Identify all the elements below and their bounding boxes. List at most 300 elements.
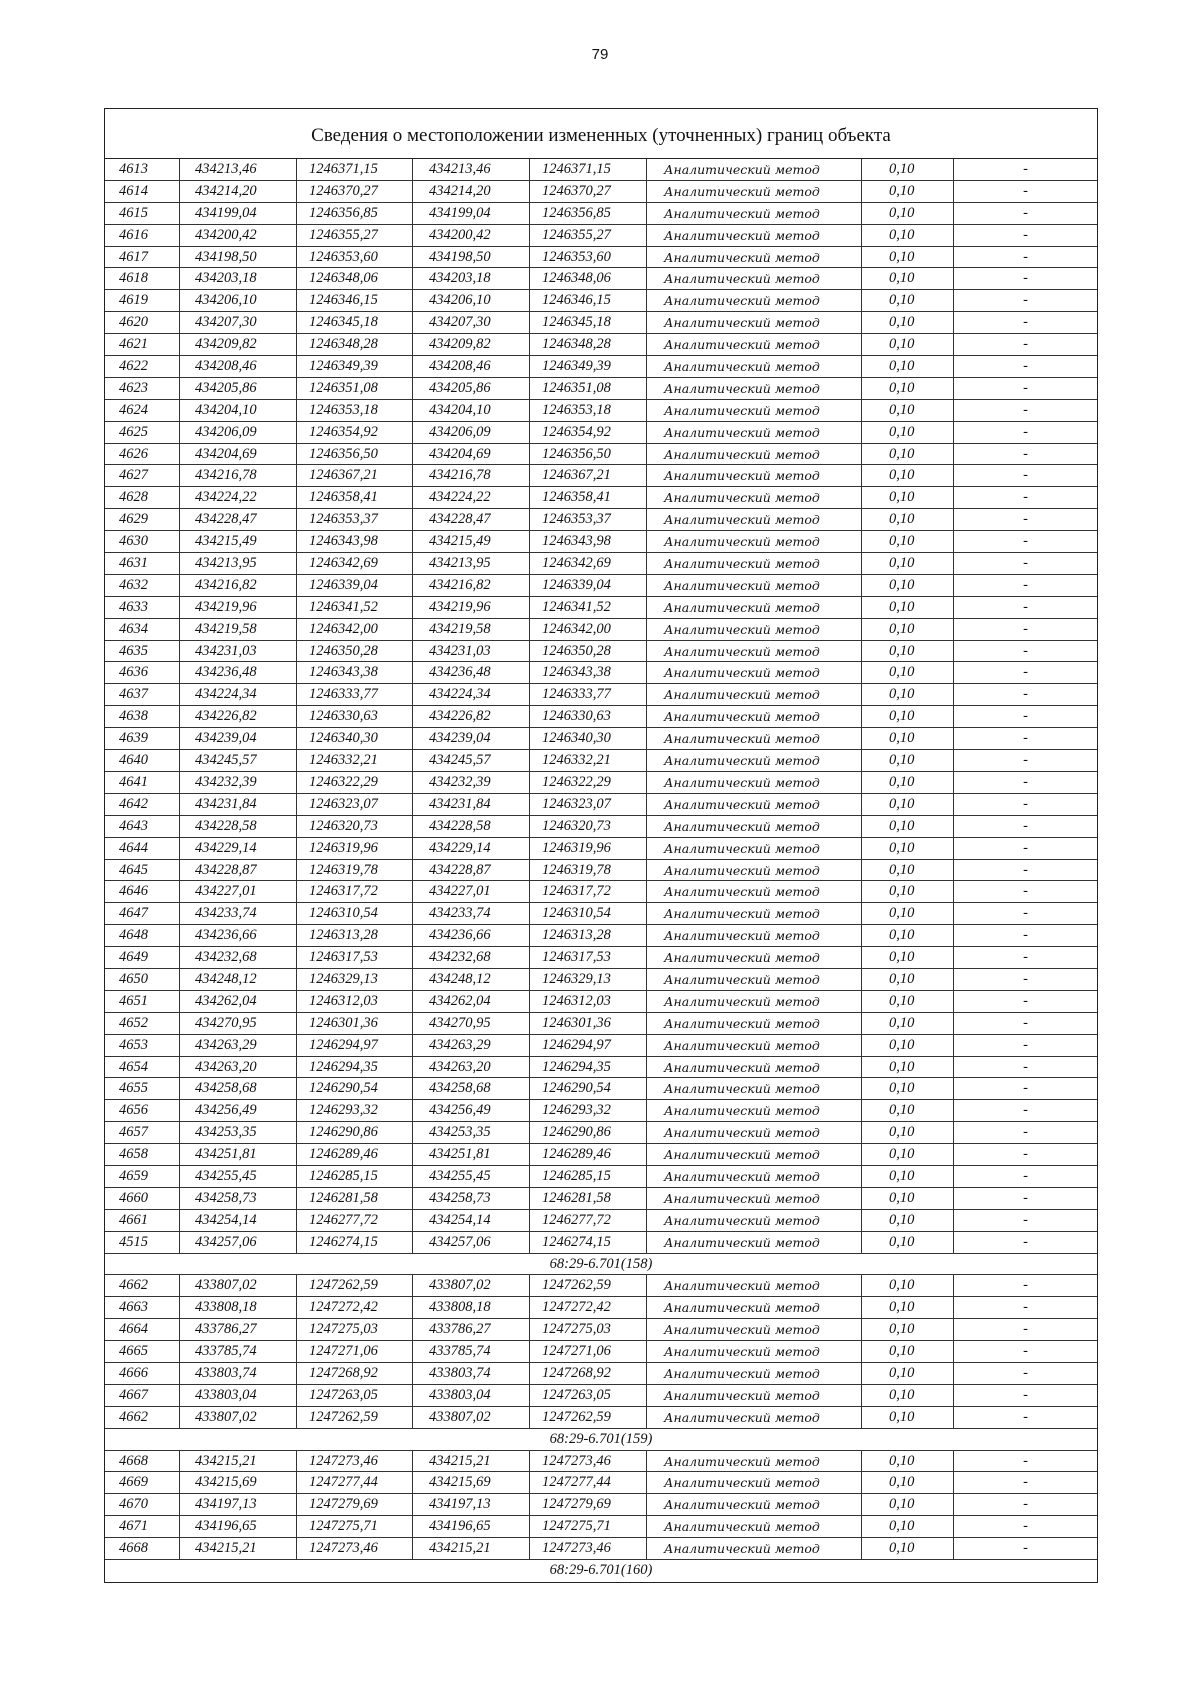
point-number-cell: 4627 <box>105 465 180 486</box>
x-old-cell: 434254,14 <box>180 1210 297 1231</box>
accuracy-cell: 0,10 <box>862 860 954 881</box>
y-old-cell: 1246348,28 <box>297 334 413 355</box>
x-new-cell: 434204,69 <box>413 444 530 465</box>
x-old-cell: 434257,06 <box>180 1232 297 1253</box>
method-cell: Аналитический метод <box>647 225 862 246</box>
y-old-cell: 1247275,71 <box>297 1516 413 1537</box>
x-new-cell: 434236,48 <box>413 662 530 683</box>
table-row <box>105 509 1097 531</box>
accuracy-cell: 0,10 <box>862 1516 954 1537</box>
y-new-cell: 1246320,73 <box>530 816 647 837</box>
y-new-cell: 1247262,59 <box>530 1407 647 1428</box>
note-cell: - <box>1023 1299 1028 1316</box>
y-new-cell: 1246285,15 <box>530 1166 647 1187</box>
point-number-cell: 4620 <box>105 312 180 333</box>
point-number-cell: 4637 <box>105 684 180 705</box>
method-cell: Аналитический метод <box>647 925 862 946</box>
x-new-cell: 434228,87 <box>413 860 530 881</box>
x-old-cell: 434228,47 <box>180 509 297 530</box>
x-old-cell: 434255,45 <box>180 1166 297 1187</box>
x-old-cell: 434270,95 <box>180 1013 297 1034</box>
x-old-cell: 434245,57 <box>180 750 297 771</box>
method-cell: Аналитический метод <box>647 1494 862 1515</box>
y-new-cell: 1246322,29 <box>530 772 647 793</box>
point-number-cell: 4625 <box>105 422 180 443</box>
y-old-cell: 1246346,15 <box>297 290 413 311</box>
accuracy-cell: 0,10 <box>862 597 954 618</box>
y-new-cell: 1246319,96 <box>530 838 647 859</box>
method-cell: Аналитический метод <box>647 465 862 486</box>
x-old-cell: 434196,65 <box>180 1516 297 1537</box>
x-new-cell: 434215,21 <box>413 1538 530 1559</box>
accuracy-cell: 0,10 <box>862 947 954 968</box>
accuracy-cell: 0,10 <box>862 378 954 399</box>
table-row <box>105 1341 1097 1363</box>
y-new-cell: 1246317,53 <box>530 947 647 968</box>
y-new-cell: 1247273,46 <box>530 1538 647 1559</box>
y-old-cell: 1246367,21 <box>297 465 413 486</box>
method-cell: Аналитический метод <box>647 772 862 793</box>
point-number-cell: 4639 <box>105 728 180 749</box>
y-old-cell: 1246341,52 <box>297 597 413 618</box>
note-cell: - <box>1023 1277 1028 1294</box>
note-cell: - <box>1023 1102 1028 1119</box>
note-cell: - <box>1023 248 1028 265</box>
y-old-cell: 1246342,00 <box>297 619 413 640</box>
y-new-cell: 1246356,50 <box>530 444 647 465</box>
note-cell: - <box>1023 664 1028 681</box>
y-old-cell: 1246342,69 <box>297 553 413 574</box>
x-old-cell: 433808,18 <box>180 1297 297 1318</box>
method-cell: Аналитический метод <box>647 1035 862 1056</box>
y-old-cell: 1246290,86 <box>297 1122 413 1143</box>
note-cell: - <box>1023 752 1028 769</box>
method-cell: Аналитический метод <box>647 268 862 289</box>
y-old-cell: 1246274,15 <box>297 1232 413 1253</box>
table-row <box>105 268 1097 290</box>
method-cell: Аналитический метод <box>647 1319 862 1340</box>
y-old-cell: 1246339,04 <box>297 575 413 596</box>
accuracy-cell: 0,10 <box>862 159 954 180</box>
method-cell: Аналитический метод <box>647 487 862 508</box>
x-old-cell: 433786,27 <box>180 1319 297 1340</box>
point-number-cell: 4638 <box>105 706 180 727</box>
method-cell: Аналитический метод <box>647 1144 862 1165</box>
point-number-cell: 4635 <box>105 641 180 662</box>
table-row <box>105 487 1097 509</box>
accuracy-cell: 0,10 <box>862 444 954 465</box>
note-cell: - <box>1023 905 1028 922</box>
point-number-cell: 4667 <box>105 1385 180 1406</box>
x-old-cell: 434236,66 <box>180 925 297 946</box>
table-row <box>105 203 1097 225</box>
table-row <box>105 1494 1097 1516</box>
accuracy-cell: 0,10 <box>862 750 954 771</box>
y-old-cell: 1246370,27 <box>297 181 413 202</box>
y-new-cell: 1247273,46 <box>530 1451 647 1472</box>
table-row <box>105 1035 1097 1057</box>
x-new-cell: 434233,74 <box>413 903 530 924</box>
x-new-cell: 434256,49 <box>413 1100 530 1121</box>
point-number-cell: 4652 <box>105 1013 180 1034</box>
x-new-cell: 434258,68 <box>413 1078 530 1099</box>
note-cell: - <box>1023 379 1028 396</box>
y-new-cell: 1246370,27 <box>530 181 647 202</box>
method-cell: Аналитический метод <box>647 1100 862 1121</box>
x-old-cell: 434263,20 <box>180 1057 297 1078</box>
accuracy-cell: 0,10 <box>862 1210 954 1231</box>
note-cell: - <box>1023 336 1028 353</box>
accuracy-cell: 0,10 <box>862 290 954 311</box>
method-cell: Аналитический метод <box>647 1538 862 1559</box>
y-new-cell: 1246341,52 <box>530 597 647 618</box>
method-cell: Аналитический метод <box>647 290 862 311</box>
note-cell: - <box>1023 314 1028 331</box>
point-number-cell: 4662 <box>105 1407 180 1428</box>
y-old-cell: 1247268,92 <box>297 1363 413 1384</box>
x-new-cell: 434251,81 <box>413 1144 530 1165</box>
y-new-cell: 1246332,21 <box>530 750 647 771</box>
point-number-cell: 4616 <box>105 225 180 246</box>
y-new-cell: 1246290,86 <box>530 1122 647 1143</box>
x-old-cell: 434258,68 <box>180 1078 297 1099</box>
method-cell: Аналитический метод <box>647 1275 862 1296</box>
note-cell: - <box>1023 1058 1028 1075</box>
table-row <box>105 1122 1097 1144</box>
note-cell: - <box>1023 686 1028 703</box>
y-new-cell: 1246310,54 <box>530 903 647 924</box>
accuracy-cell: 0,10 <box>862 816 954 837</box>
table-row <box>105 728 1097 750</box>
accuracy-cell: 0,10 <box>862 1385 954 1406</box>
y-old-cell: 1246294,35 <box>297 1057 413 1078</box>
method-cell: Аналитический метод <box>647 1210 862 1231</box>
x-new-cell: 434224,22 <box>413 487 530 508</box>
point-number-cell: 4665 <box>105 1341 180 1362</box>
x-old-cell: 434216,82 <box>180 575 297 596</box>
x-new-cell: 434208,46 <box>413 356 530 377</box>
point-number-cell: 4661 <box>105 1210 180 1231</box>
table-row <box>105 838 1097 860</box>
y-old-cell: 1246301,36 <box>297 1013 413 1034</box>
point-number-cell: 4618 <box>105 268 180 289</box>
note-cell: - <box>1023 708 1028 725</box>
method-cell: Аналитический метод <box>647 444 862 465</box>
x-old-cell: 434253,35 <box>180 1122 297 1143</box>
note-cell: - <box>1023 970 1028 987</box>
y-old-cell: 1247273,46 <box>297 1451 413 1472</box>
accuracy-cell: 0,10 <box>862 1188 954 1209</box>
note-cell: - <box>1023 1496 1028 1513</box>
table-row <box>105 378 1097 400</box>
y-new-cell: 1246333,77 <box>530 684 647 705</box>
x-new-cell: 434199,04 <box>413 203 530 224</box>
method-cell: Аналитический метод <box>647 312 862 333</box>
point-number-cell: 4613 <box>105 159 180 180</box>
method-cell: Аналитический метод <box>647 378 862 399</box>
note-cell: - <box>1023 949 1028 966</box>
method-cell: Аналитический метод <box>647 531 862 552</box>
method-cell: Аналитический метод <box>647 509 862 530</box>
accuracy-cell: 0,10 <box>862 553 954 574</box>
y-old-cell: 1246312,03 <box>297 991 413 1012</box>
accuracy-cell: 0,10 <box>862 1057 954 1078</box>
y-old-cell: 1246355,27 <box>297 225 413 246</box>
method-cell: Аналитический метод <box>647 662 862 683</box>
accuracy-cell: 0,10 <box>862 641 954 662</box>
method-cell: Аналитический метод <box>647 860 862 881</box>
accuracy-cell: 0,10 <box>862 1407 954 1428</box>
x-old-cell: 434251,81 <box>180 1144 297 1165</box>
note-cell: - <box>1023 773 1028 790</box>
x-old-cell: 434199,04 <box>180 203 297 224</box>
x-new-cell: 434216,82 <box>413 575 530 596</box>
point-number-cell: 4621 <box>105 334 180 355</box>
y-old-cell: 1247273,46 <box>297 1538 413 1559</box>
accuracy-cell: 0,10 <box>862 881 954 902</box>
note-cell: - <box>1023 861 1028 878</box>
table-row <box>105 947 1097 969</box>
y-old-cell: 1247277,44 <box>297 1472 413 1493</box>
note-cell: - <box>1023 1540 1028 1557</box>
table-row <box>105 422 1097 444</box>
y-new-cell: 1246350,28 <box>530 641 647 662</box>
note-cell: - <box>1023 1452 1028 1469</box>
y-old-cell: 1246353,37 <box>297 509 413 530</box>
point-number-cell: 4617 <box>105 247 180 268</box>
point-number-cell: 4632 <box>105 575 180 596</box>
x-new-cell: 434263,29 <box>413 1035 530 1056</box>
point-number-cell: 4657 <box>105 1122 180 1143</box>
x-new-cell: 434224,34 <box>413 684 530 705</box>
table-row <box>105 1166 1097 1188</box>
point-number-cell: 4664 <box>105 1319 180 1340</box>
point-number-cell: 4614 <box>105 181 180 202</box>
method-cell: Аналитический метод <box>647 159 862 180</box>
y-new-cell: 1246313,28 <box>530 925 647 946</box>
method-cell: Аналитический метод <box>647 903 862 924</box>
accuracy-cell: 0,10 <box>862 247 954 268</box>
accuracy-cell: 0,10 <box>862 1538 954 1559</box>
y-new-cell: 1246290,54 <box>530 1078 647 1099</box>
point-number-cell: 4622 <box>105 356 180 377</box>
method-cell: Аналитический метод <box>647 881 862 902</box>
table-row <box>105 925 1097 947</box>
x-new-cell: 434258,73 <box>413 1188 530 1209</box>
x-new-cell: 434215,21 <box>413 1451 530 1472</box>
table-row <box>105 290 1097 312</box>
point-number-cell: 4515 <box>105 1232 180 1253</box>
method-cell: Аналитический метод <box>647 816 862 837</box>
y-old-cell: 1246333,77 <box>297 684 413 705</box>
y-new-cell: 1247277,44 <box>530 1472 647 1493</box>
x-old-cell: 434224,22 <box>180 487 297 508</box>
y-old-cell: 1246281,58 <box>297 1188 413 1209</box>
method-cell: Аналитический метод <box>647 706 862 727</box>
point-number-cell: 4648 <box>105 925 180 946</box>
accuracy-cell: 0,10 <box>862 1275 954 1296</box>
y-old-cell: 1246354,92 <box>297 422 413 443</box>
y-new-cell: 1246301,36 <box>530 1013 647 1034</box>
x-new-cell: 434239,04 <box>413 728 530 749</box>
table-title: Сведения о местоположении измененных (уточненных) границ объекта <box>105 109 1097 159</box>
y-old-cell: 1246293,32 <box>297 1100 413 1121</box>
point-number-cell: 4660 <box>105 1188 180 1209</box>
note-cell: - <box>1023 817 1028 834</box>
point-number-cell: 4671 <box>105 1516 180 1537</box>
x-new-cell: 434205,86 <box>413 378 530 399</box>
y-new-cell: 1246329,13 <box>530 969 647 990</box>
y-new-cell: 1246371,15 <box>530 159 647 180</box>
x-old-cell: 434228,58 <box>180 816 297 837</box>
x-old-cell: 434236,48 <box>180 662 297 683</box>
y-old-cell: 1247262,59 <box>297 1407 413 1428</box>
y-old-cell: 1246330,63 <box>297 706 413 727</box>
point-number-cell: 4651 <box>105 991 180 1012</box>
table-row <box>105 1188 1097 1210</box>
y-old-cell: 1247263,05 <box>297 1385 413 1406</box>
note-cell: - <box>1023 161 1028 177</box>
x-old-cell: 434215,21 <box>180 1451 297 1472</box>
accuracy-cell: 0,10 <box>862 203 954 224</box>
table-row <box>105 1363 1097 1385</box>
x-old-cell: 433807,02 <box>180 1275 297 1296</box>
note-cell: - <box>1023 1189 1028 1206</box>
x-old-cell: 434198,50 <box>180 247 297 268</box>
note-cell: - <box>1023 620 1028 637</box>
y-new-cell: 1247272,42 <box>530 1297 647 1318</box>
point-number-cell: 4645 <box>105 860 180 881</box>
y-new-cell: 1246356,85 <box>530 203 647 224</box>
x-old-cell: 434263,29 <box>180 1035 297 1056</box>
method-cell: Аналитический метод <box>647 1451 862 1472</box>
y-new-cell: 1246349,39 <box>530 356 647 377</box>
accuracy-cell: 0,10 <box>862 1494 954 1515</box>
y-old-cell: 1246348,06 <box>297 268 413 289</box>
y-old-cell: 1246350,28 <box>297 641 413 662</box>
x-old-cell: 434228,87 <box>180 860 297 881</box>
note-cell: - <box>1023 445 1028 462</box>
x-old-cell: 434258,73 <box>180 1188 297 1209</box>
note-cell: - <box>1023 511 1028 528</box>
point-number-cell: 4647 <box>105 903 180 924</box>
y-new-cell: 1246289,46 <box>530 1144 647 1165</box>
accuracy-cell: 0,10 <box>862 706 954 727</box>
point-number-cell: 4656 <box>105 1100 180 1121</box>
note-cell: - <box>1023 555 1028 572</box>
y-new-cell: 1247262,59 <box>530 1275 647 1296</box>
table-row <box>105 553 1097 575</box>
method-cell: Аналитический метод <box>647 838 862 859</box>
x-new-cell: 434206,09 <box>413 422 530 443</box>
x-old-cell: 433803,04 <box>180 1385 297 1406</box>
note-cell: - <box>1023 598 1028 615</box>
x-new-cell: 434232,68 <box>413 947 530 968</box>
method-cell: Аналитический метод <box>647 356 862 377</box>
method-cell: Аналитический метод <box>647 750 862 771</box>
x-old-cell: 434204,10 <box>180 400 297 421</box>
y-new-cell: 1246346,15 <box>530 290 647 311</box>
y-old-cell: 1247275,03 <box>297 1319 413 1340</box>
method-cell: Аналитический метод <box>647 619 862 640</box>
x-old-cell: 434215,21 <box>180 1538 297 1559</box>
x-old-cell: 434205,86 <box>180 378 297 399</box>
point-number-cell: 4670 <box>105 1494 180 1515</box>
note-cell: - <box>1023 292 1028 309</box>
note-cell: - <box>1023 1233 1028 1250</box>
y-new-cell: 1246340,30 <box>530 728 647 749</box>
method-cell: Аналитический метод <box>647 181 862 202</box>
x-old-cell: 434262,04 <box>180 991 297 1012</box>
page-number: 79 <box>591 46 609 63</box>
x-old-cell: 434204,69 <box>180 444 297 465</box>
note-cell: - <box>1023 1036 1028 1053</box>
x-new-cell: 434257,06 <box>413 1232 530 1253</box>
accuracy-cell: 0,10 <box>862 1232 954 1253</box>
table-row <box>105 159 1097 181</box>
note-cell: - <box>1023 730 1028 747</box>
x-old-cell: 434208,46 <box>180 356 297 377</box>
accuracy-cell: 0,10 <box>862 312 954 333</box>
accuracy-cell: 0,10 <box>862 728 954 749</box>
x-new-cell: 434228,47 <box>413 509 530 530</box>
point-number-cell: 4655 <box>105 1078 180 1099</box>
note-cell: - <box>1023 358 1028 375</box>
x-old-cell: 434232,39 <box>180 772 297 793</box>
note-cell: - <box>1023 1321 1028 1338</box>
table-row <box>105 597 1097 619</box>
table-row <box>105 465 1097 487</box>
y-old-cell: 1246340,30 <box>297 728 413 749</box>
section-header-row: 68:29-6.701(159) <box>105 1429 1097 1451</box>
note-cell: - <box>1023 1474 1028 1491</box>
table-row <box>105 794 1097 816</box>
x-new-cell: 434197,13 <box>413 1494 530 1515</box>
y-old-cell: 1247279,69 <box>297 1494 413 1515</box>
table-row <box>105 334 1097 356</box>
y-old-cell: 1246332,21 <box>297 750 413 771</box>
note-cell: - <box>1023 1146 1028 1163</box>
accuracy-cell: 0,10 <box>862 1144 954 1165</box>
accuracy-cell: 0,10 <box>862 1035 954 1056</box>
point-number-cell: 4629 <box>105 509 180 530</box>
x-new-cell: 434229,14 <box>413 838 530 859</box>
y-old-cell: 1246317,53 <box>297 947 413 968</box>
y-new-cell: 1246348,06 <box>530 268 647 289</box>
method-cell: Аналитический метод <box>647 422 862 443</box>
y-old-cell: 1246371,15 <box>297 159 413 180</box>
method-cell: Аналитический метод <box>647 641 862 662</box>
method-cell: Аналитический метод <box>647 1297 862 1318</box>
accuracy-cell: 0,10 <box>862 925 954 946</box>
y-new-cell: 1247271,06 <box>530 1341 647 1362</box>
method-cell: Аналитический метод <box>647 684 862 705</box>
table-row <box>105 991 1097 1013</box>
accuracy-cell: 0,10 <box>862 903 954 924</box>
method-cell: Аналитический метод <box>647 728 862 749</box>
accuracy-cell: 0,10 <box>862 487 954 508</box>
method-cell: Аналитический метод <box>647 400 862 421</box>
table-row <box>105 575 1097 597</box>
y-new-cell: 1246367,21 <box>530 465 647 486</box>
note-cell: - <box>1023 1080 1028 1097</box>
x-new-cell: 434209,82 <box>413 334 530 355</box>
x-old-cell: 434227,01 <box>180 881 297 902</box>
x-old-cell: 434232,68 <box>180 947 297 968</box>
table-row <box>105 1407 1097 1429</box>
method-cell: Аналитический метод <box>647 597 862 618</box>
y-old-cell: 1246329,13 <box>297 969 413 990</box>
